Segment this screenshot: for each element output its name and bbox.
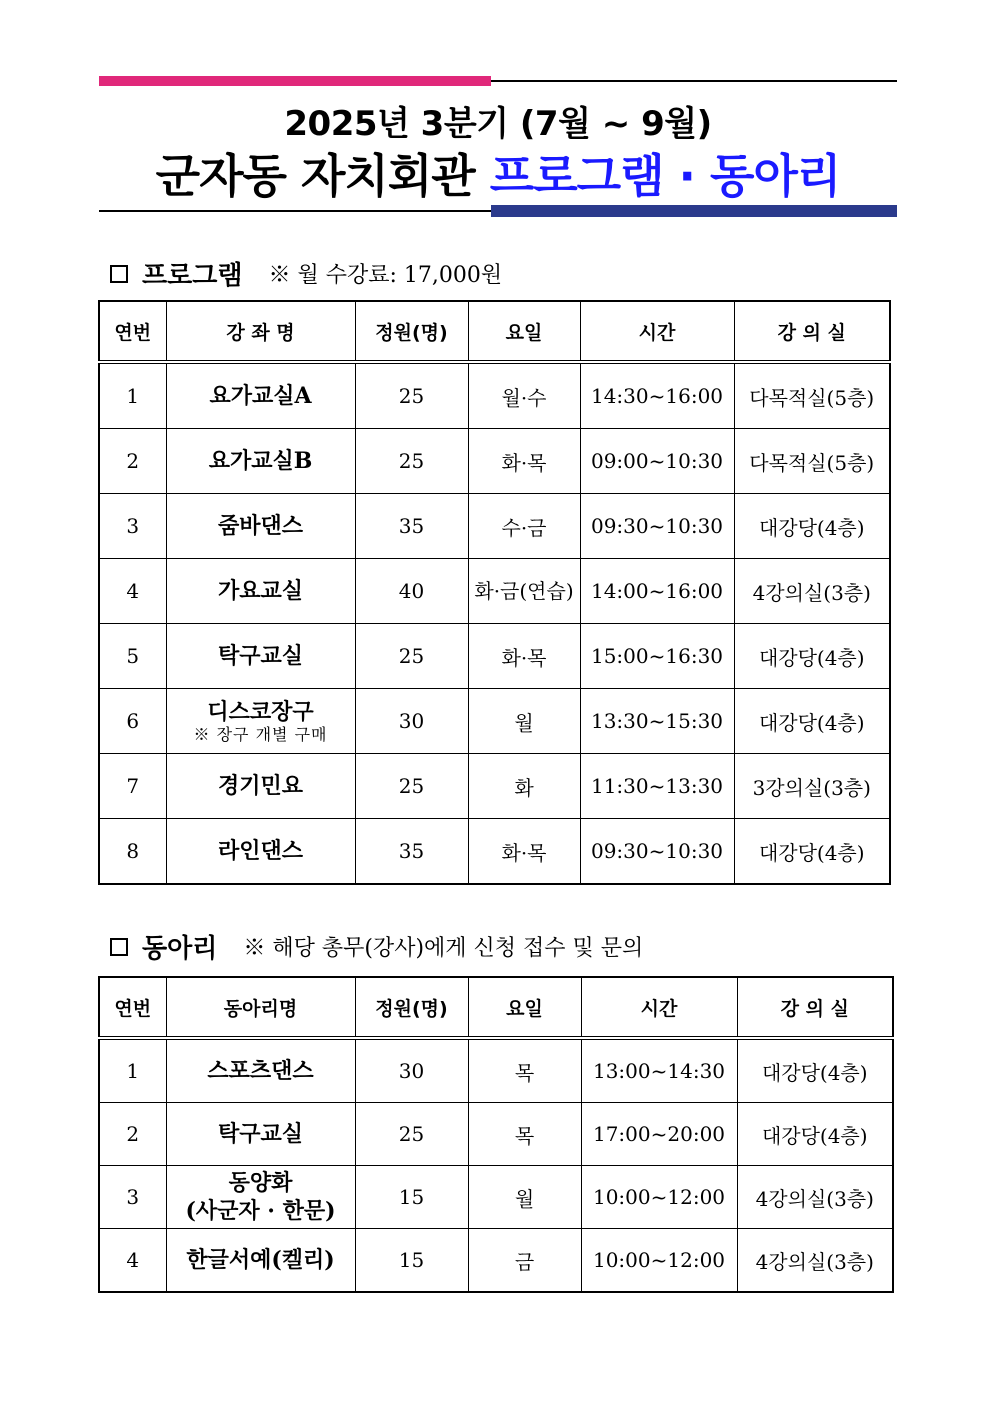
column-header: 요일: [468, 977, 581, 1038]
cell-time: 14:00~16:00: [580, 559, 734, 624]
cell-day: 월: [468, 689, 580, 754]
column-header: 정원(명): [355, 977, 468, 1038]
cell-no: 6: [99, 689, 166, 754]
cell-room: 대강당(4층): [734, 819, 890, 885]
table-header-row: [99, 977, 893, 1038]
cell-capacity: 40: [355, 559, 468, 624]
column-header: 강 의 실: [734, 301, 890, 362]
cell-no: 2: [99, 429, 166, 494]
cell-course-name: 줌바댄스: [166, 494, 355, 559]
header-rule-top: [491, 80, 897, 82]
cell-course-name: 요가교실B: [166, 429, 355, 494]
cell-club-name: 스포츠댄스: [166, 1038, 355, 1103]
cell-no: 4: [99, 1229, 166, 1293]
cell-course-name: 경기민요: [166, 754, 355, 819]
cell-course-name: [166, 689, 355, 754]
cell-time: 09:30~10:30: [580, 494, 734, 559]
cell-time: 09:30~10:30: [580, 819, 734, 885]
cell-day: 화·금(연습): [468, 559, 580, 624]
column-header: 강 의 실: [737, 977, 893, 1038]
cell-capacity: 30: [355, 1038, 468, 1103]
page-title-accent: 프로그램 · 동아리: [489, 149, 841, 203]
programs-section-header: [110, 255, 502, 292]
cell-no: 7: [99, 754, 166, 819]
checkbox-square-icon: [110, 938, 128, 956]
cell-capacity: 15: [355, 1166, 468, 1229]
column-header: 연번: [99, 977, 166, 1038]
programs-section-label: 프로그램: [142, 261, 243, 291]
cell-room: 대강당(4층): [734, 689, 890, 754]
cell-time: 10:00~12:00: [581, 1229, 737, 1293]
cell-capacity: 35: [355, 494, 468, 559]
cell-room: 3강의실(3층): [734, 754, 890, 819]
cell-day: 수·금: [468, 494, 580, 559]
table-row: [99, 559, 890, 624]
cell-no: 2: [99, 1103, 166, 1166]
cell-no: 3: [99, 494, 166, 559]
cell-capacity: 15: [355, 1229, 468, 1293]
column-header: 시간: [581, 977, 737, 1038]
programs-fee-note: ※ 월 수강료: 17,000원: [268, 263, 503, 288]
cell-day: 화·목: [468, 819, 580, 885]
table-row: [99, 754, 890, 819]
cell-day: 목: [468, 1038, 581, 1103]
cell-course-name: 라인댄스: [166, 819, 355, 885]
cell-no: 5: [99, 624, 166, 689]
page-title-line2: [99, 140, 897, 206]
cell-day: 월·수: [468, 362, 580, 429]
cell-time: 10:00~12:00: [581, 1166, 737, 1229]
cell-capacity: 25: [355, 362, 468, 429]
table-row: [99, 819, 890, 885]
table-row: [99, 689, 890, 754]
cell-no: 1: [99, 362, 166, 429]
cell-room: 다목적실(5층): [734, 429, 890, 494]
table-row: [99, 429, 890, 494]
table-row: [99, 494, 890, 559]
cell-room: 대강당(4층): [737, 1038, 893, 1103]
cell-capacity: 35: [355, 819, 468, 885]
club-name: 동양화: [228, 1170, 293, 1196]
table-row: [99, 1103, 893, 1166]
cell-course-name: 탁구교실: [166, 624, 355, 689]
cell-capacity: 30: [355, 689, 468, 754]
cell-room: 대강당(4층): [737, 1103, 893, 1166]
page-title-line1: 2025년 3분기 (7월 ~ 9월): [284, 104, 712, 144]
clubs-section-label: 동아리: [142, 934, 218, 964]
checkbox-square-icon: [110, 265, 128, 283]
column-header: 강 좌 명: [166, 301, 355, 362]
programs-table: [98, 300, 891, 885]
cell-day: 금: [468, 1229, 581, 1293]
header-accent-bar: [99, 76, 491, 86]
cell-room: 다목적실(5층): [734, 362, 890, 429]
cell-time: 15:00~16:30: [580, 624, 734, 689]
cell-club-name: 탁구교실: [166, 1103, 355, 1166]
table-header-row: [99, 301, 890, 362]
table-row: [99, 1166, 893, 1229]
cell-time: 13:00~14:30: [581, 1038, 737, 1103]
clubs-contact-note: ※ 해당 총무(강사)에게 신청 접수 및 문의: [243, 936, 644, 961]
cell-day: 월: [468, 1166, 581, 1229]
cell-course-name: 가요교실: [166, 559, 355, 624]
course-name: 디스코장구: [207, 699, 314, 725]
clubs-section-header: [110, 928, 643, 965]
cell-time: 09:00~10:30: [580, 429, 734, 494]
cell-time: 14:30~16:00: [580, 362, 734, 429]
cell-course-name: 요가교실A: [166, 362, 355, 429]
cell-room: 4강의실(3층): [734, 559, 890, 624]
cell-capacity: 25: [355, 624, 468, 689]
cell-no: 3: [99, 1166, 166, 1229]
column-header: 동아리명: [166, 977, 355, 1038]
cell-capacity: 25: [355, 754, 468, 819]
table-row: [99, 362, 890, 429]
cell-capacity: 25: [355, 429, 468, 494]
table-row: [99, 624, 890, 689]
cell-club-name: [166, 1166, 355, 1229]
header-rule-bottom: [99, 210, 491, 212]
cell-day: 화·목: [468, 429, 580, 494]
column-header: 정원(명): [355, 301, 468, 362]
club-name-detail: (사군자 · 한문): [185, 1198, 336, 1224]
page-title-main: 군자동 자치회관: [155, 149, 475, 203]
header-navy-bar: [491, 205, 897, 217]
cell-room: 대강당(4층): [734, 624, 890, 689]
cell-club-name: 한글서예(켈리): [166, 1229, 355, 1293]
column-header: 요일: [468, 301, 580, 362]
cell-room: 4강의실(3층): [737, 1229, 893, 1293]
column-header: 시간: [580, 301, 734, 362]
clubs-table: [98, 976, 894, 1293]
cell-time: 17:00~20:00: [581, 1103, 737, 1166]
cell-time: 11:30~13:30: [580, 754, 734, 819]
column-header: 연번: [99, 301, 166, 362]
cell-day: 화: [468, 754, 580, 819]
table-row: [99, 1038, 893, 1103]
cell-no: 1: [99, 1038, 166, 1103]
cell-day: 목: [468, 1103, 581, 1166]
course-note: ※ 장구 개별 구매: [193, 725, 328, 744]
cell-capacity: 25: [355, 1103, 468, 1166]
cell-room: 4강의실(3층): [737, 1166, 893, 1229]
cell-day: 화·목: [468, 624, 580, 689]
cell-no: 4: [99, 559, 166, 624]
cell-no: 8: [99, 819, 166, 885]
table-row: [99, 1229, 893, 1293]
cell-time: 13:30~15:30: [580, 689, 734, 754]
cell-room: 대강당(4층): [734, 494, 890, 559]
